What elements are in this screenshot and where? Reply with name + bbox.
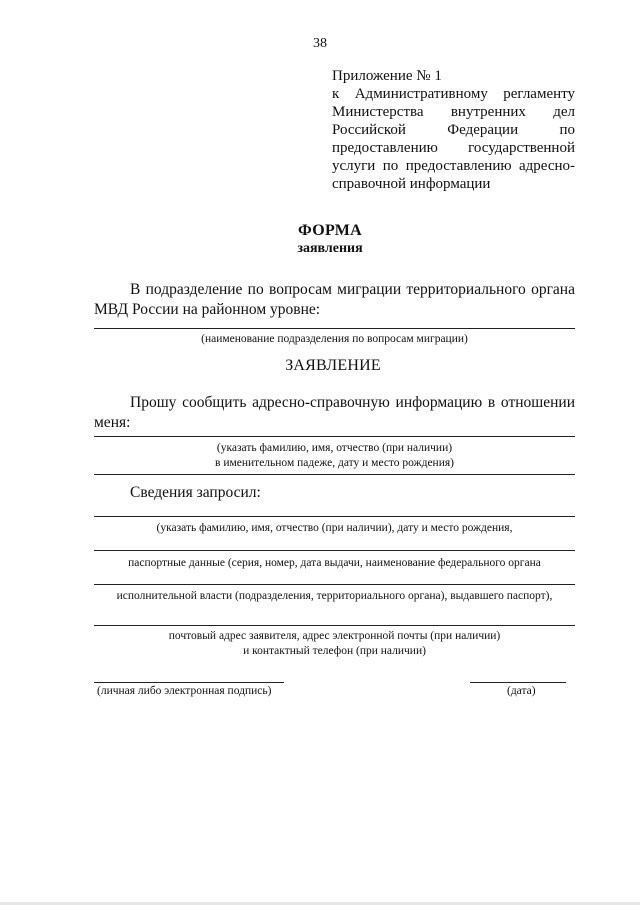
person-fill-line-2[interactable] [94, 474, 575, 475]
appendix-line-5: предоставлению государственной [332, 140, 575, 156]
addressee-text: В подразделение по вопросам миграции территориального органа МВД России на районном уровне: [94, 281, 575, 318]
requester-fill-line-3[interactable] [94, 584, 575, 585]
appendix-line-3: Министерства внутренних дел [332, 104, 575, 120]
requester-caption-4: почтовый адрес заявителя, адрес электронной почты (при наличии) [168, 630, 501, 642]
requester-caption-2: паспортные данные (серия, номер, дата выдачи, наименование федерального органа [128, 557, 541, 569]
page-number: 38 [313, 36, 327, 51]
requester-fill-line-2[interactable] [94, 550, 575, 551]
requester-fill-line-1[interactable] [94, 516, 575, 517]
appendix-line-1: Приложение № 1 [332, 68, 442, 84]
requester-caption-3: исполнительной власти (подразделения, территориального органа), выдавшего паспорт), [116, 590, 553, 602]
requester-caption-1: (указать фамилию, имя, отчество (при наличии), дату и место рождения, [156, 522, 513, 534]
appendix-line-7: справочной информации [332, 176, 491, 192]
form-title: ФОРМА [297, 222, 362, 239]
signature-caption: (личная либо электронная подпись) [97, 685, 272, 697]
statement-title: ЗАЯВЛЕНИЕ [285, 357, 381, 374]
appendix-line-2: к Административному регламенту [332, 86, 575, 102]
request-text: Прошу сообщить адресно-справочную информацию в отношении меня: [94, 394, 575, 431]
requester-caption-5: и контактный телефон (при наличии) [243, 645, 426, 657]
requester-fill-line-4[interactable] [94, 625, 575, 626]
person-fill-line[interactable] [94, 436, 575, 437]
person-caption-2: в именительном падеже, дату и место рождения) [215, 457, 454, 469]
person-caption-1: (указать фамилию, имя, отчество (при наличии) [216, 442, 453, 454]
date-caption: (дата) [507, 685, 536, 697]
form-subtitle: заявления [297, 241, 363, 256]
appendix-header [332, 67, 575, 193]
addressee-fill-line[interactable] [94, 328, 575, 329]
request-paragraph [94, 393, 575, 433]
requester-label: Сведения запросил: [130, 484, 261, 501]
appendix-line-6: услуги по предоставлению адресно- [332, 158, 575, 174]
date-fill-line[interactable] [470, 682, 566, 683]
addressee-paragraph [94, 280, 575, 320]
signature-fill-line[interactable] [94, 682, 284, 683]
appendix-line-4: Российской Федерации по [332, 122, 575, 138]
addressee-caption: (наименование подразделения по вопросам миграции) [201, 333, 468, 345]
